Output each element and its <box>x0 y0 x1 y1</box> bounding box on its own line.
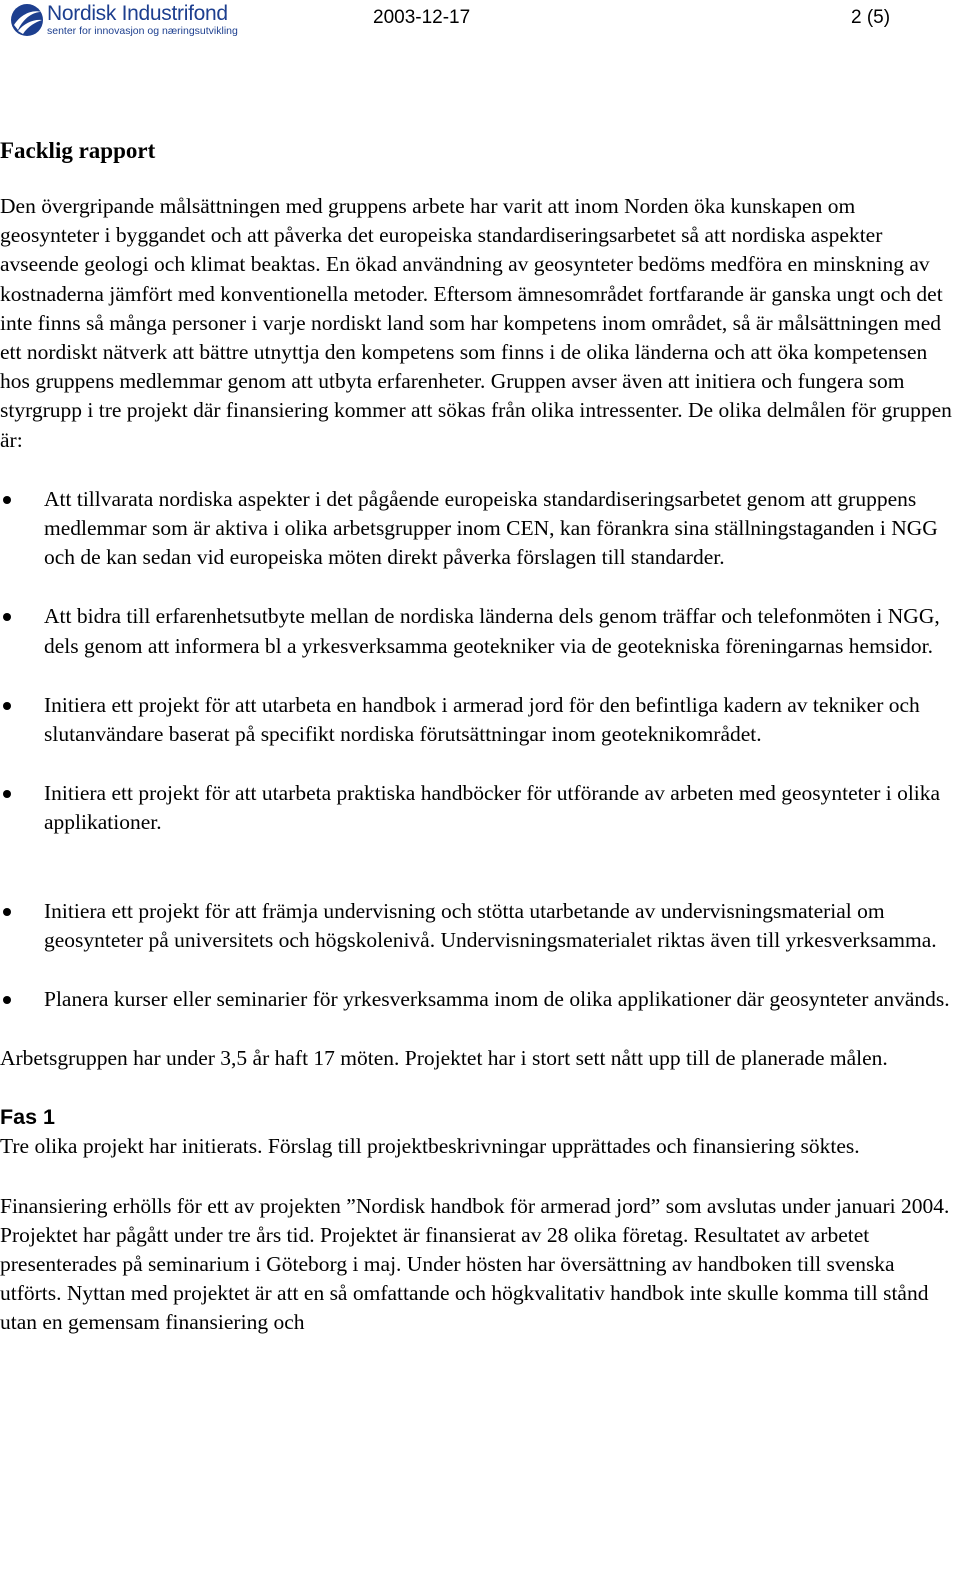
bullet-icon <box>3 790 11 798</box>
nordisk-industrifond-logo <box>10 3 250 39</box>
bullet-icon <box>3 613 11 621</box>
phase-paragraph: Tre olika projekt har initierats. Förslag till projektbeskrivningar upprättades och finansiering söktes. <box>0 1134 860 1159</box>
goal-text: Att bidra till erfarenhetsutbyte mellan de nordiska länderna dels genom träffar och telefonmöten i NGG, dels genom att informera bl a yrkesverksamma geotekniker via de geotekniska föreningarnas hemsidor. <box>44 604 940 658</box>
goals-list <box>0 485 956 1014</box>
globe-logo-icon <box>10 3 44 37</box>
bullet-icon <box>3 496 11 504</box>
financing-paragraph: Finansiering erhölls för ett av projekten ”Nordisk handbok för armerad jord” som avslutas under januari 2004. Projektet har pågått under tre års tid. Projektet är finansierat av 28 olika företag. Resultatet av arbetet presenterades på seminarium i Göteborg i maj. Under hösten har översättning av handboken till svenska utförts. Nyttan med projektet är att en så omfattande och högkvalitativ handbok inte skulle komma till stånd utan en gemensam finansiering och <box>0 1193 950 1335</box>
summary-paragraph: Arbetsgruppen har under 3,5 år haft 17 möten. Projektet har i stort sett nått upp till de planerade målen. <box>0 1046 888 1071</box>
goal-text: Planera kurser eller seminarier för yrkesverksamma inom de olika applikationer där geosynteter används. <box>44 987 950 1012</box>
goal-text: Initiera ett projekt för att utarbeta en handbok i armerad jord för den befintliga kadern av tekniker och slutanvändare baserat på specifikt nordiska förutsättningar inom geoteknikområdet. <box>44 692 920 747</box>
list-item <box>0 779 956 837</box>
bullet-icon <box>3 908 11 916</box>
logo-tagline: senter for innovasjon og næringsutvikling <box>47 25 238 37</box>
list-item <box>0 897 956 955</box>
page-header <box>0 0 960 44</box>
goal-text: Initiera ett projekt för att främja undervisning och stötta utarbetande av undervisningsmaterial om geosynteter på universitets och högskolenivå. Undervisningsmaterialet riktas även till yrkesverksamma. <box>44 898 937 952</box>
list-item <box>0 985 956 1014</box>
logo-name: Nordisk Industrifond <box>47 2 228 25</box>
bullet-icon <box>3 996 11 1004</box>
intro-paragraph: Den övergripande målsättningen med gruppens arbete har varit att inom Norden öka kunskapen om geosynteter i byggandet och att påverka det europeiska standardiseringsarbetet så att nordiska aspekter avseende geologi och klimat beaktas. En ökad användning av geosynteter bedöms medföra en minskning av kostnaderna jämfört med konventionella metoder. Eftersom ämnesområdet fortfarande är ganska ungt och det inte finns så många personer i varje nordiskt land som har kompetens inom området, så är målsättningen med ett nordiskt nätverk att bättre utnyttja den kompetens som finns i de olika länderna och att öka kompetensen hos gruppens medlemmar genom att utbyta erfarenheter. Gruppen avser även att initiera och fungera som styrgrupp i tre projekt där finansiering kommer att sökas från olika intressenter. De olika delmålen för gruppen är: <box>0 194 952 452</box>
goal-text: Initiera ett projekt för att utarbeta praktiska handböcker för utförande av arbeten med geosynteter i olika applikationer. <box>44 781 941 835</box>
bullet-icon <box>3 702 11 710</box>
phase-heading: Fas 1 <box>0 1105 55 1130</box>
list-item <box>0 691 956 749</box>
document-body <box>0 135 956 1338</box>
document-title: Facklig rapport <box>0 138 156 163</box>
document-date: 2003-12-17 <box>373 7 471 28</box>
list-item <box>0 602 956 660</box>
list-item <box>0 485 956 573</box>
page-number: 2 (5) <box>851 7 891 28</box>
goal-text: Att tillvarata nordiska aspekter i det pågående europeiska standardiseringsarbetet genom att gruppens medlemmar som är aktiva i olika arbetsgrupper inom CEN, kan förankra sina ställningstaganden i NGG och de kan sedan vid europeiska möten direkt påverka förslagen till standarder. <box>44 486 938 570</box>
